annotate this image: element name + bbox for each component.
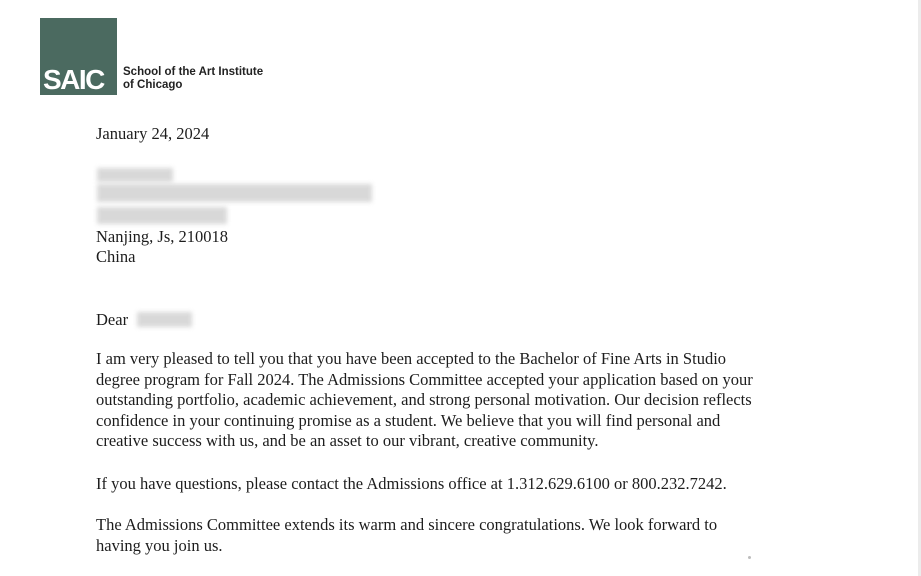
scan-speck xyxy=(748,556,751,559)
logo-mark: SAIC xyxy=(43,64,104,95)
acceptance-paragraph xyxy=(96,349,753,452)
address-country: China xyxy=(96,247,136,266)
paragraph-line: degree program for Fall 2024. The Admissions Committee accepted your application based on your xyxy=(96,369,753,389)
paragraph-line: having you join us. xyxy=(96,535,223,555)
salutation-text: Dear xyxy=(96,310,129,329)
paragraph-line: The Admissions Committee extends its warm and sincere congratulations. We look forward to xyxy=(96,515,718,534)
redacted-address-line xyxy=(97,184,372,202)
institution-name-line2: of Chicago xyxy=(123,79,183,91)
institution-name xyxy=(123,66,263,92)
paragraph-line: creative success with us, and be an asset to our vibrant, creative community. xyxy=(96,431,599,450)
address-city: Nanjing, Js, 210018 xyxy=(96,227,228,246)
salutation xyxy=(96,310,128,331)
congratulations-paragraph xyxy=(96,515,717,556)
redacted-recipient-name xyxy=(137,312,192,327)
saic-logo xyxy=(40,18,117,95)
paragraph-line: outstanding portfolio, academic achievement, and strong personal motivation. Our decision reflects xyxy=(96,390,752,409)
paragraph-line: I am very pleased to tell you that you have been accepted to the Bachelor of Fine Arts in Studio xyxy=(96,349,727,368)
paragraph-line: confidence in your continuing promise as a student. We believe that you will find personal and xyxy=(96,410,721,430)
contact-paragraph: If you have questions, please contact the Admissions office at 1.312.629.6100 or 800.232.7242. xyxy=(96,474,727,493)
institution-name-line1: School of the Art Institute xyxy=(123,66,264,78)
letter-date: January 24, 2024 xyxy=(96,124,210,143)
redacted-name xyxy=(97,168,173,182)
redacted-district xyxy=(97,207,227,224)
